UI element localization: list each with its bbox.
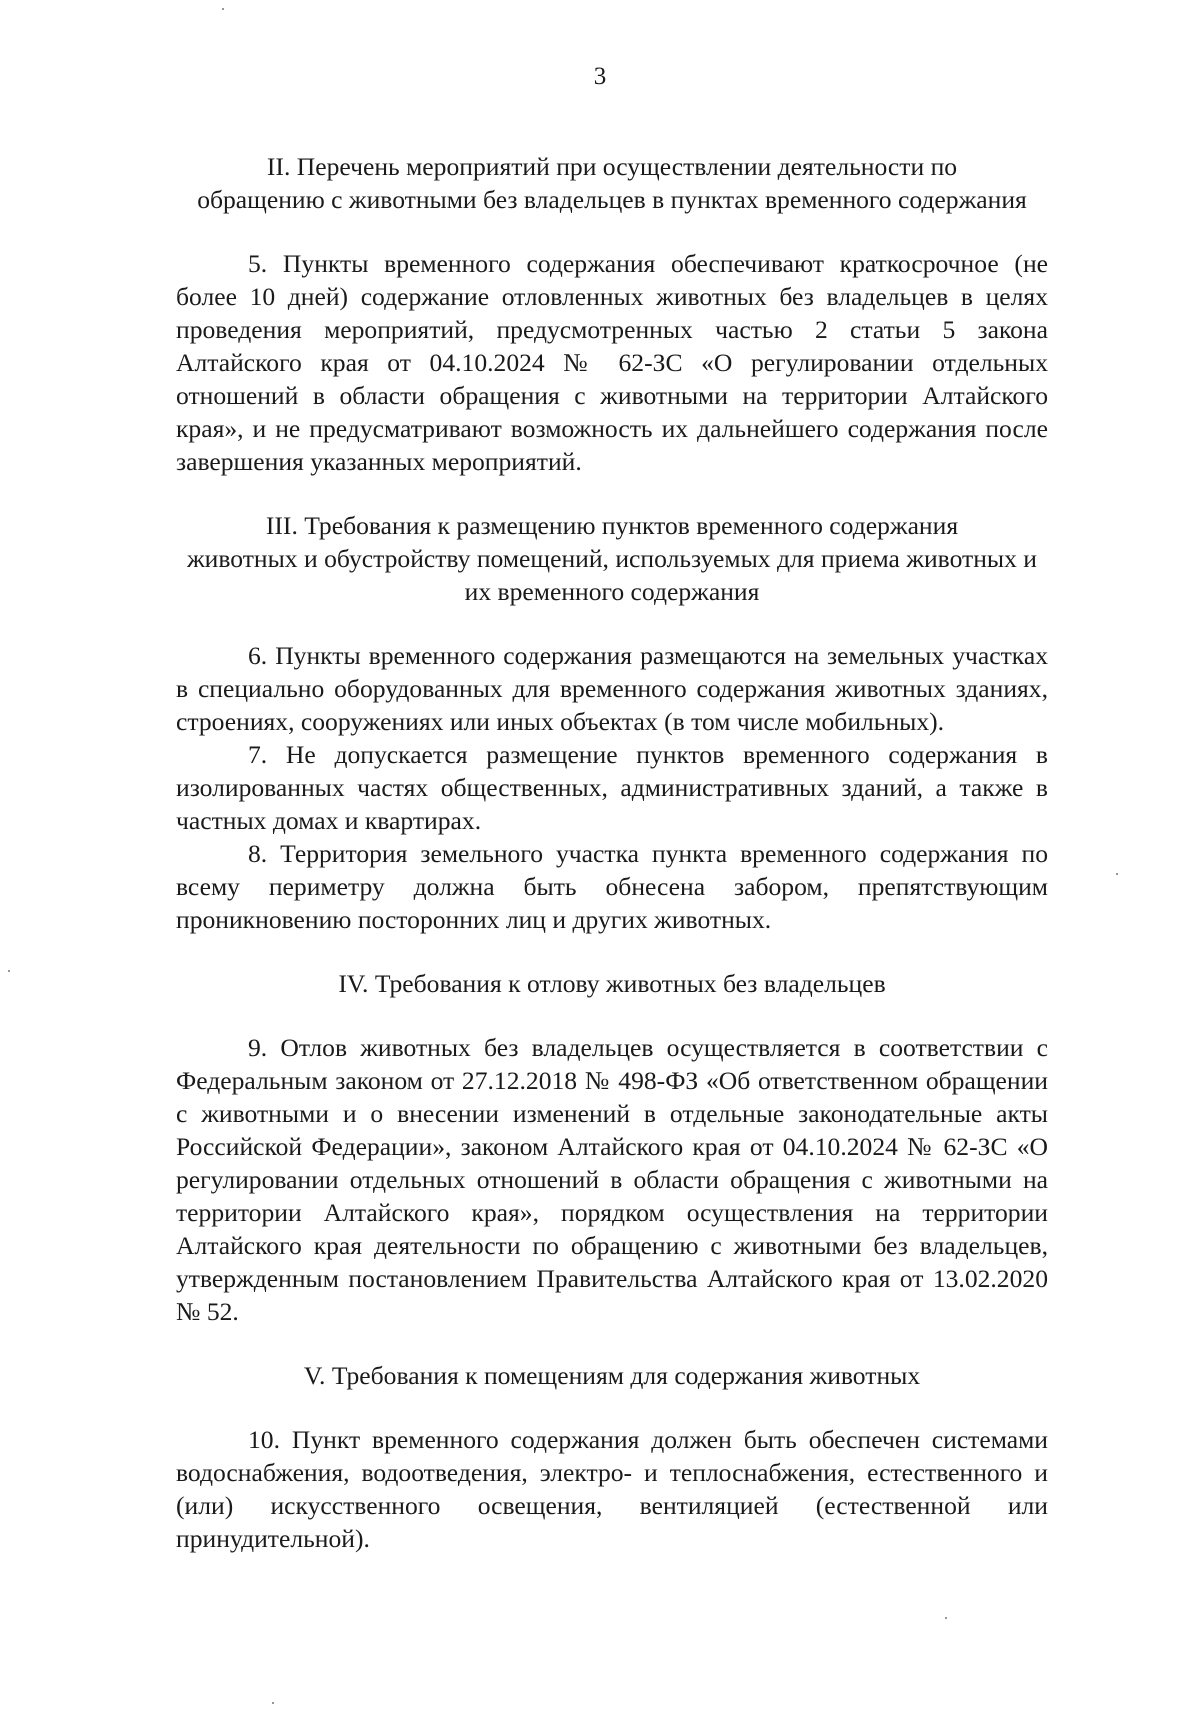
heading-line: IV. Требования к отлову животных без владельцев <box>338 969 886 998</box>
paragraph: 7. Не допускается размещение пунктов временного содержания в изолированных частях общественных, административных зданий, а также в частных домах и квартирах. <box>176 740 1048 835</box>
paragraph: 5. Пункты временного содержания обеспечивают краткосрочное (не более 10 дней) содержание отловленных животных без владельцев в целях проведения мероприятий, предусмотренных частью 2 статьи 5 закона Алтайского края от 04.10.2024 № 62-ЗС «О регулировании отдельных отношений в области обращения с животными на территории Алтайского края», и не предусматривают возможность их дальнейшего содержания после завершения указанных мероприятий. <box>176 249 1048 476</box>
page-number: 3 <box>593 63 607 90</box>
heading-line: их временного содержания <box>464 577 760 606</box>
section-heading <box>176 967 1048 1000</box>
heading-line: V. Требования к помещениям для содержания животных <box>303 1361 921 1390</box>
document-body <box>176 150 1048 1555</box>
scan-speck <box>945 1617 947 1619</box>
paragraph: 8. Территория земельного участка пункта временного содержания по всему периметру должна быть обнесена забором, препятствующим проникновению посторонних лиц и других животных. <box>176 839 1048 934</box>
section-heading <box>176 1359 1048 1392</box>
heading-line: III. Требования к размещению пунктов временного содержания <box>265 511 959 540</box>
section-heading <box>176 150 1048 216</box>
section-heading <box>176 509 1048 608</box>
scan-speck <box>272 1702 274 1704</box>
heading-line: животных и обустройству помещений, используемых для приема животных и <box>186 544 1038 573</box>
heading-line: II. Перечень мероприятий при осуществлении деятельности по <box>266 152 958 181</box>
paragraph: 6. Пункты временного содержания размещаются на земельных участках в специально оборудованных для временного содержания животных зданиях, строениях, сооружениях или иных объектах (в том числе мобильных). <box>176 641 1048 736</box>
paragraph: 9. Отлов животных без владельцев осуществляется в соответствии с Федеральным законом от 27.12.2018 № 498-ФЗ «Об ответственном обращении с животными и о внесении изменений в отдельные законодательные акты Российской Федерации», законом Алтайского края от 04.10.2024 № 62-ЗС «О регулировании отдельных отношений в области обращения с животными на территории Алтайского края», порядком осуществления на территории Алтайского края деятельности по обращению с животными без владельцев, утвержденным постановлением Правительства Алтайского края от 13.02.2020 № 52. <box>176 1033 1048 1326</box>
paragraph: 10. Пункт временного содержания должен быть обеспечен системами водоснабжения, водоотведения, электро- и теплоснабжения, естественного и (или) искусственного освещения, вентиляцией (естественной или принудительной). <box>176 1425 1048 1553</box>
scan-speck <box>222 8 224 10</box>
heading-line: обращению с животными без владельцев в пунктах временного содержания <box>197 185 1027 214</box>
scan-speck <box>8 970 10 972</box>
scan-speck <box>1116 873 1118 875</box>
